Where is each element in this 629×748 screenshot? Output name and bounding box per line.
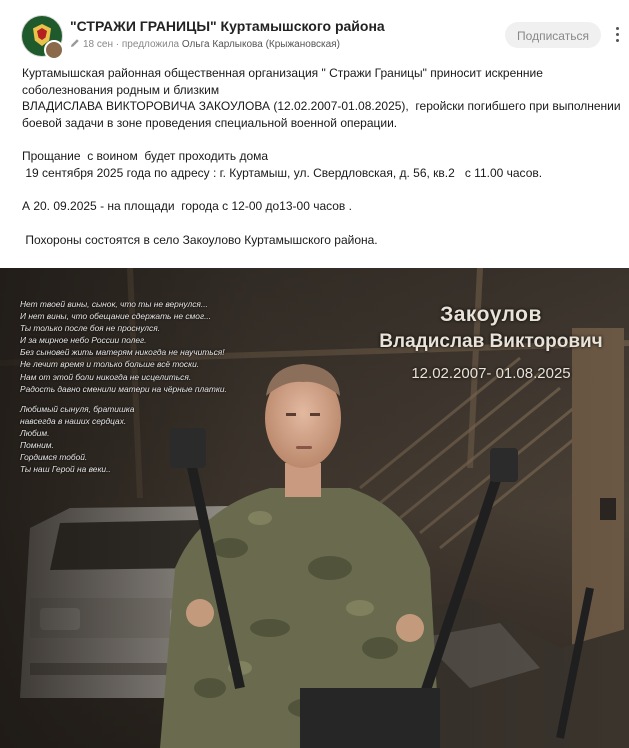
- poem-line: Радость давно сменили матери на чёрные платки.: [20, 383, 227, 394]
- post-paragraph: Прощание с воином будет проходить дома: [22, 149, 269, 163]
- poem-line: Ты наш Герой на веки..: [20, 464, 111, 475]
- poem-line: И нет вины, что обещание сдержать не смог...: [20, 311, 212, 322]
- poem-line: И за мирное небо России полег.: [20, 335, 147, 346]
- poem-line: навсегда в наших сердцах.: [20, 415, 127, 426]
- post-paragraph: 19 сентября 2025 года по адресу : г. Куртамыш, ул. Свердловская, д. 56, кв.2 с 11.00 часов.: [22, 165, 543, 180]
- post-paragraph: Похороны состоятся в село Закоулово Куртамышского района.: [22, 232, 378, 247]
- memorial-given-names: Владислав Викторович: [379, 331, 603, 352]
- post-time[interactable]: 18 сен: [83, 39, 113, 50]
- memorial-name-block: [360, 303, 622, 382]
- post-text: [22, 65, 622, 248]
- group-title[interactable]: "СТРАЖИ ГРАНИЦЫ" Куртамышского района: [70, 18, 385, 34]
- meta-separator: · предложила: [113, 39, 182, 50]
- poem-line: Любимый сынуля, братишка: [20, 403, 135, 414]
- memorial-poem: [20, 298, 255, 475]
- post-paragraph: Куртамышская районная общественная организация " Стражи Границы" приносит искренние соболезнования родным и близким: [22, 66, 547, 97]
- post-paragraph: А 20. 09.2025 - на площади города с 12-00 до13-00 часов .: [22, 199, 352, 213]
- subscribe-button[interactable]: Подписаться: [505, 22, 601, 48]
- memorial-dates: 12.02.2007- 01.08.2025: [411, 365, 571, 382]
- author-avatar[interactable]: [44, 40, 64, 60]
- poem-line: Без сыновей жить матерям никогда не научиться!: [20, 347, 225, 358]
- pencil-icon: [70, 38, 80, 48]
- poem-line: Нет твоей вины, сынок, что ты не вернулся...: [20, 299, 208, 309]
- poem-line: Любим.: [20, 427, 50, 438]
- suggested-by-author[interactable]: Ольга Карлыкова (Крыжановская): [181, 39, 340, 50]
- post-paragraph: ВЛАДИСЛАВА ВИКТОРОВИЧА ЗАКОУЛОВА (12.02.2007-01.08.2025), геройски погибшего при выполнении боевой задачи в зоне проведения специальной военной операции.: [22, 99, 624, 130]
- post-meta: [70, 38, 340, 50]
- poem-line: Ты только после боя не проснулся.: [20, 323, 161, 334]
- more-vertical-icon[interactable]: [610, 24, 624, 46]
- memorial-photo[interactable]: [0, 268, 629, 748]
- poem-line: Помним.: [20, 440, 54, 451]
- post-header: [0, 0, 629, 62]
- poem-line: Гордимся тобой.: [20, 452, 88, 463]
- memorial-surname: Закоулов: [440, 303, 542, 326]
- poem-line: Нам от этой боли никогда не исцелиться.: [20, 371, 192, 382]
- poem-line: Не лечит время и только больше всё тоски.: [20, 359, 200, 370]
